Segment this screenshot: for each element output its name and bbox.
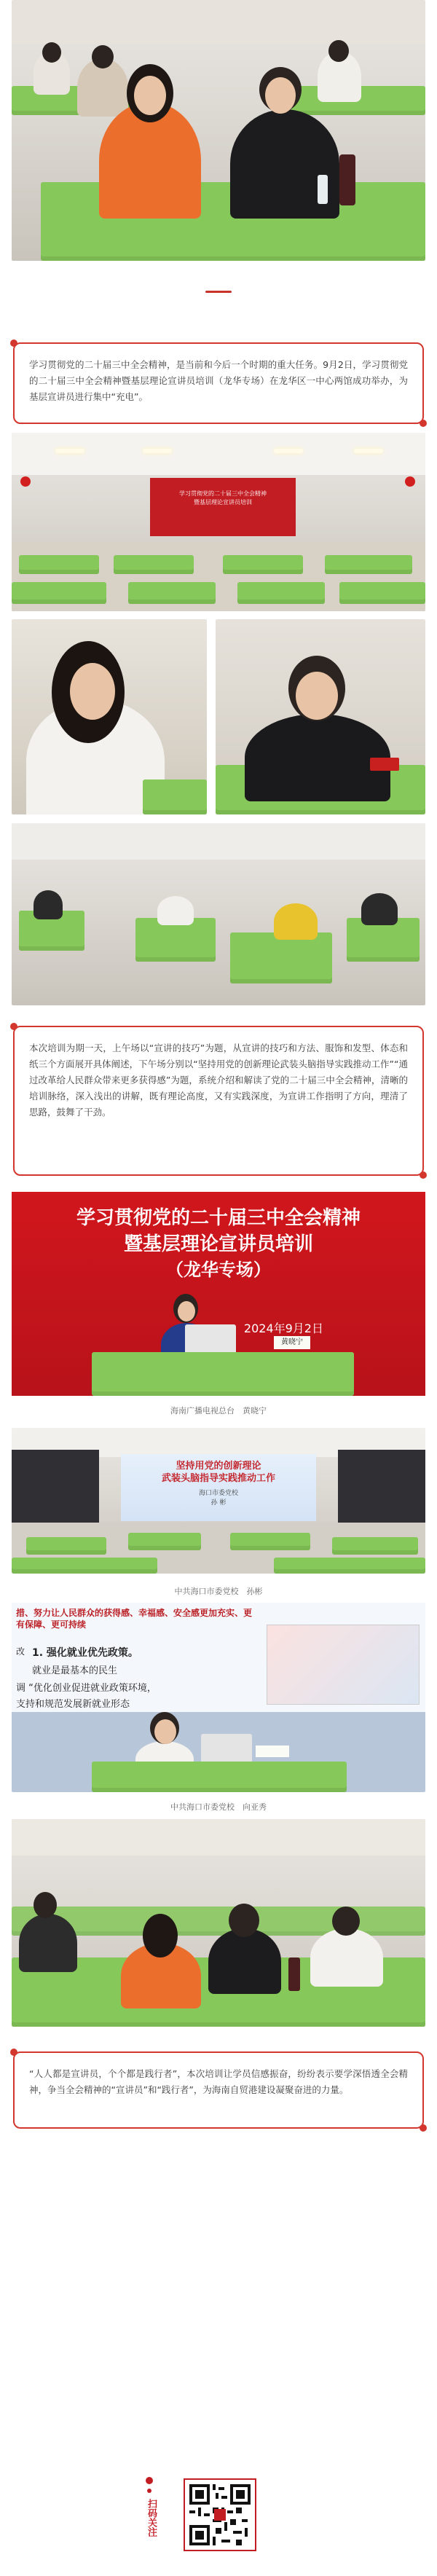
slide3-prefix: 改: [16, 1646, 25, 1657]
slide3-item3: 支持和规范发展新就业形态: [16, 1699, 130, 1710]
photo-hall-wide: [12, 433, 425, 611]
training-paragraph-box: [13, 1026, 424, 1176]
intro-paragraph-box: [13, 342, 424, 424]
slide3-item2: 调 “优化创业促进就业政策环境，: [16, 1683, 157, 1694]
hall-screen: 学习贯彻党的二十届三中全会精神 暨基层理论宣讲员培训: [150, 478, 296, 536]
photo-audience-rows: [12, 1819, 425, 2027]
follow-marker: [146, 2477, 153, 2484]
closing-paragraph-box: [13, 2051, 424, 2129]
banner-date: 2024年9月2日: [243, 1322, 323, 1335]
screen2-sub1: 海口市委党校: [198, 1490, 238, 1497]
slide3-item1-tail: 就业是最基本的民生: [32, 1665, 118, 1676]
slide3-top: 措、努力让人民群众的获得感、幸福感、安全感更加充实、更有保障、更可持续: [16, 1608, 253, 1630]
speaker3-stage: [12, 1603, 425, 1792]
screen2-sub2: 孙 彬: [210, 1499, 227, 1507]
speaker1-stage: [12, 1192, 425, 1396]
speaker-nameplate: 黄晓宁: [274, 1336, 310, 1349]
slide3-item1: 1. 强化就业优先政策。: [32, 1647, 138, 1659]
screen2-title-line2: 武装头脑指导实践推动工作: [161, 1473, 275, 1484]
section-divider: [0, 286, 437, 299]
closing-paragraph: “人人都是宣讲员，个个都是践行者”，本次培训让学员信感振奋，纷纷表示要学深悟透全会精神，争当全会精神的“宣讲员”和“践行者”，为海南自贸港建设凝聚奋进的力量。: [29, 2068, 408, 2095]
speaker2-hall: [12, 1428, 425, 1574]
speaker1-caption: 海南广播电视总台 黄晓宁: [170, 1406, 267, 1415]
photo-classroom: [12, 823, 425, 1005]
photo-man-writing: [216, 619, 425, 814]
screen2-title-line1: 坚持用党的创新理论: [176, 1461, 261, 1472]
speaker2-caption: 中共海口市委党校 孙彬: [174, 1587, 263, 1596]
photo-audience-closeup: [12, 0, 425, 261]
follow-marker: [147, 2489, 151, 2493]
intro-paragraph: 学习贯彻党的二十届三中全会精神，是当前和今后一个时期的重大任务。9月2日，学习贯彻党的二十届三中全会精神暨基层理论宣讲员培训（龙华专场）在龙华区一中心两馆成功举办，为基层宣讲员进行集中“充电”。: [29, 359, 408, 402]
banner-title-line1: 学习贯彻党的二十届三中全会精神: [76, 1207, 361, 1229]
training-paragraph: 本次培训为期一天，上午场以“宣讲的技巧”为题，从宣讲的技巧和方法、服饰和发型、体态和纸三个方面展开具体阐述，下午场分别以“坚持用党的创新理论武装头脑指导实践推动工作”“通过改革给人民群众带来更多获得感”为题，系统介绍和解读了党的二十届三中全会精神，清晰的培训脉络，深入浅出的讲解，既有理论高度，又有实践深度，为宣讲工作指明了方向，理清了思路，鼓舞了干劲。: [29, 1042, 408, 1118]
banner-title-line3: （龙华专场）: [166, 1259, 271, 1280]
qr-code-icon: [189, 2484, 251, 2545]
photo-woman-writing: [12, 619, 207, 814]
follow-text: 扫码关注: [146, 2499, 157, 2537]
speaker3-caption: 中共海口市委党校 向亚秀: [170, 1802, 267, 1812]
banner-title-line2: 暨基层理论宣讲员培训: [123, 1233, 313, 1255]
qr-code[interactable]: [184, 2478, 256, 2551]
speaker2-screen: [121, 1454, 316, 1521]
